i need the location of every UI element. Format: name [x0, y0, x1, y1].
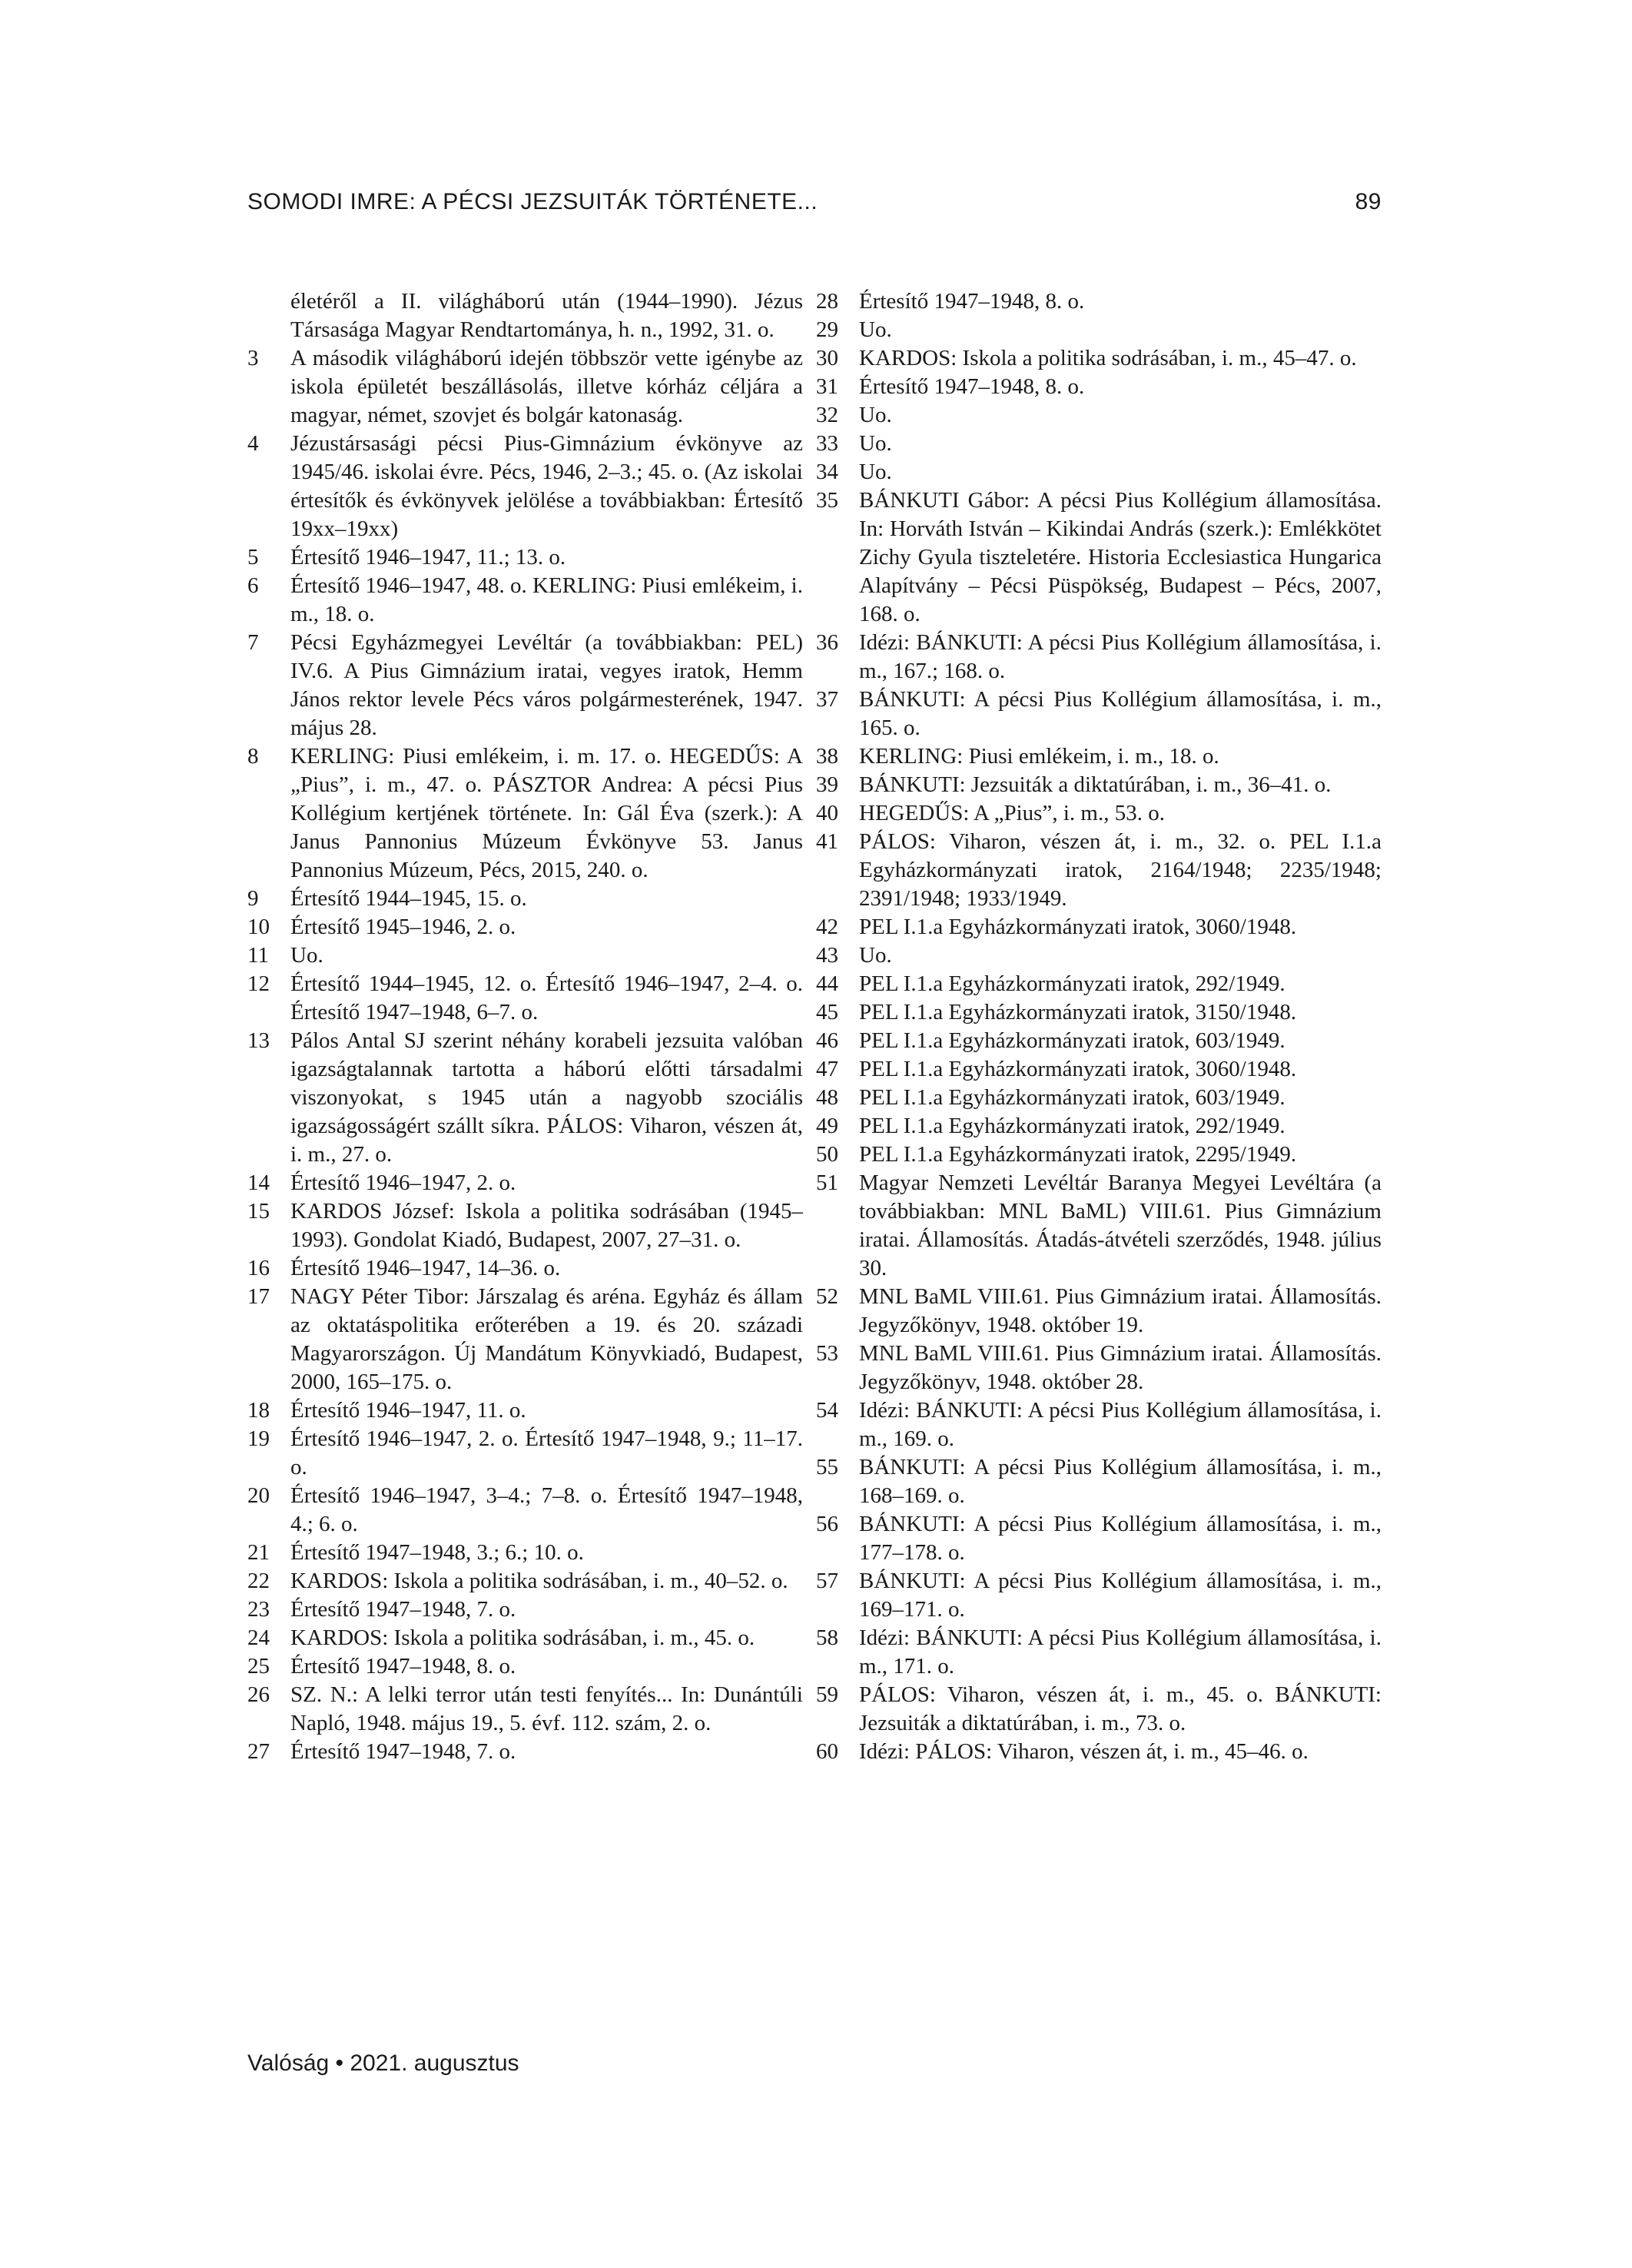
footnote: [247, 344, 803, 430]
footnote-text: Értesítő 1947–1948, 8. o.: [859, 374, 1085, 399]
footnote-text: Uo.: [859, 317, 892, 342]
footnote-number: 8: [247, 744, 259, 769]
footnote: [816, 771, 1382, 799]
footnote-number: 54: [816, 1398, 838, 1423]
footnote-number: 6: [247, 573, 259, 598]
running-head-title: SOMODI IMRE: A PÉCSI JEZSUITÁK TÖRTÉNETE...: [247, 189, 818, 214]
footer-publication: Valóság • 2021. augusztus: [247, 2050, 519, 2076]
footnote: [247, 1482, 803, 1539]
footnote-text: MNL BaML VIII.61. Pius Gimnázium iratai. Államosítás. Jegyzőkönyv, 1948. október 19.: [859, 1284, 1382, 1337]
footnote-number: 31: [816, 374, 838, 399]
footnote-text: Értesítő 1946–1947, 2. o. Értesítő 1947–1948, 9.; 11–17. o.: [290, 1426, 803, 1479]
footnote-number: 40: [816, 801, 838, 825]
footnote-text: BÁNKUTI: Jezsuiták a diktatúrában, i. m., 36–41. o.: [859, 772, 1332, 797]
footnote-text: PÁLOS: Viharon, vészen át, i. m., 45. o. BÁNKUTI: Jezsuiták a diktatúrában, i. m., 73. o.: [859, 1682, 1382, 1735]
footnote-text: BÁNKUTI: A pécsi Pius Kollégium államosítása, i. m., 165. o.: [859, 687, 1382, 740]
footnote-text: Értesítő 1946–1947, 11.; 13. o.: [290, 545, 566, 569]
footnote-number: 15: [247, 1199, 270, 1224]
footnote: [247, 1169, 803, 1197]
footnote-number: 50: [816, 1142, 838, 1167]
footnote: [816, 1567, 1382, 1624]
footnote-text: KERLING: Piusi emlékeim, i. m. 17. o. HEGEDŰS: A „Pius”, i. m., 47. o. PÁSZTOR Andrea: A pécsi Pius Kollégium kertjének története. In: Gál Éva (szerk.): A Janus Pannonius Múzeum Évkönyve 53. Janus Pannonius Múzeum, Pécs, 2015, 240. o.: [290, 744, 803, 882]
footnote: [247, 572, 803, 629]
footnote: [247, 1652, 803, 1681]
footnote-text: Magyar Nemzeti Levéltár Baranya Megyei Levéltára (a továbbiakban: MNL BaML) VIII.61. Pius Gimnázium iratai. Államosítás. Átadás-átvételi szerződés, 1948. július 30.: [859, 1171, 1382, 1280]
footnote-text: MNL BaML VIII.61. Pius Gimnázium iratai. Államosítás. Jegyzőkönyv, 1948. október 28.: [859, 1341, 1382, 1394]
footnote-number: 57: [816, 1569, 838, 1593]
footnote-text: PEL I.1.a Egyházkormányzati iratok, 3060/1948.: [859, 1057, 1297, 1081]
footnote-number: 60: [816, 1739, 838, 1764]
footnote: [816, 401, 1382, 430]
footnote: [816, 1283, 1382, 1340]
footnote-number: 10: [247, 915, 270, 939]
footnote-list-left: [247, 344, 803, 1766]
footnote-text: Értesítő 1945–1946, 2. o.: [290, 915, 516, 939]
footnote-number: 32: [816, 403, 838, 427]
footnote-number: 46: [816, 1028, 838, 1053]
footnote-number: 5: [247, 545, 259, 569]
footnote: [816, 998, 1382, 1027]
footnote-text: Jézustársasági pécsi Pius-Gimnázium évkönyve az 1945/46. iskolai évre. Pécs, 1946, 2–3.; 45. o. (Az iskolai értesítők és évkönyvek jelölése a továbbiakban: Értesítő 19xx–19xx): [290, 431, 803, 541]
footnote-number: 13: [247, 1028, 270, 1053]
footnote-text: PEL I.1.a Egyházkormányzati iratok, 292/1949.: [859, 1114, 1285, 1138]
footnote-number: 37: [816, 687, 838, 712]
footnote-text: NAGY Péter Tibor: Járszalag és aréna. Egyház és állam az oktatáspolitika erőterében a 19. és 20. századi Magyarországon. Új Mandátum Könyvkiadó, Budapest, 2000, 165–175. o.: [290, 1284, 803, 1394]
footnote: [816, 287, 1382, 316]
footnote-text: KARDOS: Iskola a politika sodrásában, i. m., 45–47. o.: [859, 346, 1357, 370]
footnote-text: Értesítő 1947–1948, 7. o.: [290, 1739, 516, 1764]
footnote-text: Uo.: [859, 431, 892, 456]
footnote-number: 45: [816, 1000, 838, 1024]
footnote-text: Idézi: BÁNKUTI: A pécsi Pius Kollégium államosítása, i. m., 167.; 168. o.: [859, 630, 1382, 683]
footnote-text: PEL I.1.a Egyházkormányzati iratok, 603/1949.: [859, 1085, 1285, 1110]
footnote: [247, 629, 803, 742]
footnote-number: 51: [816, 1171, 838, 1195]
footnote-continuation: [247, 287, 803, 344]
footnote-text: Értesítő 1947–1948, 3.; 6.; 10. o.: [290, 1540, 584, 1565]
footnote-number: 47: [816, 1057, 838, 1081]
footnote: [247, 742, 803, 885]
footnote: [247, 1425, 803, 1482]
footnote-number: 38: [816, 744, 838, 769]
footnote-text: PEL I.1.a Egyházkormányzati iratok, 2295/1949.: [859, 1142, 1297, 1167]
footnote: [247, 1396, 803, 1425]
footnote: [816, 686, 1382, 742]
footnote: [816, 1340, 1382, 1396]
footnote-text: Értesítő 1946–1947, 48. o. KERLING: Piusi emlékeim, i. m., 18. o.: [290, 573, 803, 626]
footnote-text: Értesítő 1946–1947, 11. o.: [290, 1398, 526, 1423]
footnote: [247, 885, 803, 913]
footnote-number: 21: [247, 1540, 270, 1565]
footnote: [816, 828, 1382, 913]
footnote: [816, 1169, 1382, 1283]
footnote-text: BÁNKUTI: A pécsi Pius Kollégium államosítása, i. m., 177–178. o.: [859, 1512, 1382, 1565]
footnote: [247, 913, 803, 941]
footnote-number: 41: [816, 829, 838, 854]
footnote-number: 48: [816, 1085, 838, 1110]
footnote-number: 52: [816, 1284, 838, 1309]
footnote-text: Uo.: [859, 943, 892, 968]
footnote-number: 25: [247, 1654, 270, 1679]
footnote-number: 9: [247, 886, 259, 911]
footnote-text: Pécsi Egyházmegyei Levéltár (a továbbiakban: PEL) IV.6. A Pius Gimnázium iratai, vegyes iratok, Hemm János rektor levele Pécs város polgármesterének, 1947. május 28.: [290, 630, 803, 740]
footnote-number: 27: [247, 1739, 270, 1764]
footnote: [816, 799, 1382, 828]
footnote-text: Értesítő 1944–1945, 12. o. Értesítő 1946–1947, 2–4. o. Értesítő 1947–1948, 6–7. o.: [290, 971, 803, 1024]
footnote: [247, 1254, 803, 1283]
footnote: [247, 1283, 803, 1396]
footnote-number: 58: [816, 1625, 838, 1650]
footnote-text: PEL I.1.a Egyházkormányzati iratok, 292/1949.: [859, 971, 1285, 996]
footnote-text: Értesítő 1947–1948, 8. o.: [859, 289, 1085, 314]
footnote-text: A második világháború idején többször vette igénybe az iskola épületét beszállásolás, illetve kórház céljára a magyar, német, szovjet és bolgár katonaság.: [290, 346, 803, 427]
footnote-text: Értesítő 1946–1947, 2. o.: [290, 1171, 516, 1195]
footnote-number: 59: [816, 1682, 838, 1707]
footnote-number: 55: [816, 1455, 838, 1479]
footnote-text: KARDOS József: Iskola a politika sodrásában (1945–1993). Gondolat Kiadó, Budapest, 2007, 27–31. o.: [290, 1199, 803, 1252]
footnote: [816, 344, 1382, 373]
footnote-number: 18: [247, 1398, 270, 1423]
footnote-text: HEGEDŰS: A „Pius”, i. m., 53. o.: [859, 801, 1165, 825]
footnote-number: 7: [247, 630, 259, 655]
footnote-number: 30: [816, 346, 838, 370]
footnote-number: 35: [816, 488, 838, 513]
footnote: [816, 1055, 1382, 1084]
footnote: [247, 1567, 803, 1596]
footnote: [247, 941, 803, 970]
footnote-text: BÁNKUTI: A pécsi Pius Kollégium államosítása, i. m., 169–171. o.: [859, 1569, 1382, 1622]
footnote: [816, 1510, 1382, 1567]
footnote-number: 39: [816, 772, 838, 797]
footnote: [247, 1197, 803, 1254]
running-head: [247, 189, 1382, 220]
footnote-text: Értesítő 1946–1947, 14–36. o.: [290, 1256, 561, 1280]
footnote-number: 49: [816, 1114, 838, 1138]
footnote-text: Pálos Antal SJ szerint néhány korabeli jezsuita valóban igazságtalannak tartotta a háború előtti társadalmi viszonyokat, s 1945 után a nagyobb szociális igazságosságért szállt síkra. PÁLOS: Viharon, vészen át, i. m., 27. o.: [290, 1028, 803, 1167]
page-number: 89: [1355, 189, 1382, 214]
footnote-text: Értesítő 1946–1947, 3–4.; 7–8. o. Értesítő 1947–1948, 4.; 6. o.: [290, 1483, 803, 1536]
footnote: [816, 1396, 1382, 1453]
footnote-text: PÁLOS: Viharon, vészen át, i. m., 32. o. PEL I.1.a Egyházkormányzati iratok, 2164/1948; 2235/1948; 2391/1948; 1933/1949.: [859, 829, 1382, 911]
footnote-number: 34: [816, 460, 838, 484]
footnote-text: Idézi: BÁNKUTI: A pécsi Pius Kollégium államosítása, i. m., 169. o.: [859, 1398, 1382, 1451]
footnote-number: 12: [247, 971, 270, 996]
footnote: [816, 373, 1382, 401]
footnote: [816, 742, 1382, 771]
footnote: [816, 458, 1382, 486]
footnote-number: 33: [816, 431, 838, 456]
footnotes-left-column: [247, 287, 803, 1766]
footnote-text: PEL I.1.a Egyházkormányzati iratok, 603/1949.: [859, 1028, 1285, 1053]
footnote-number: 16: [247, 1256, 270, 1280]
footnote-number: 23: [247, 1597, 270, 1622]
footnote-text: Idézi: PÁLOS: Viharon, vészen át, i. m., 45–46. o.: [859, 1739, 1309, 1764]
footnote-text: BÁNKUTI Gábor: A pécsi Pius Kollégium államosítása. In: Horváth István – Kikindai András (szerk.): Emlékkötet Zichy Gyula tiszteletére. Historia Ecclesiastica Hungarica Alapítvány – Pécsi Püspökség, Budapest – Pécs, 2007, 168. o.: [859, 488, 1382, 626]
footnote-list-right: [816, 287, 1382, 1766]
footnote-text: Idézi: BÁNKUTI: A pécsi Pius Kollégium államosítása, i. m., 171. o.: [859, 1625, 1382, 1679]
footnote-number: 22: [247, 1569, 270, 1593]
footnote: [247, 543, 803, 572]
footnote-number: 44: [816, 971, 838, 996]
footnote-number: 19: [247, 1426, 270, 1451]
footnote-text: SZ. N.: A lelki terror után testi fenyítés... In: Dunántúli Napló, 1948. május 19., 5. évf. 112. szám, 2. o.: [290, 1682, 803, 1735]
footnote: [816, 316, 1382, 344]
footnote-text: Értesítő 1947–1948, 7. o.: [290, 1597, 516, 1622]
footnote: [247, 1027, 803, 1169]
footnote-text: Uo.: [859, 460, 892, 484]
footnote-text: életéről a II. világháború után (1944–1990). Jézus Társasága Magyar Rendtartománya, h. n., 1992, 31. o.: [290, 289, 803, 342]
footnote-number: 17: [247, 1284, 270, 1309]
footnote-number: 4: [247, 431, 259, 456]
footnote: [247, 1539, 803, 1567]
footnote-text: Értesítő 1944–1945, 15. o.: [290, 886, 527, 911]
footnote: [816, 486, 1382, 629]
footnote: [816, 1624, 1382, 1681]
footnote: [247, 1596, 803, 1624]
footnote: [247, 970, 803, 1027]
footnote: [816, 913, 1382, 941]
footnote-text: KARDOS: Iskola a politika sodrásában, i. m., 45. o.: [290, 1625, 755, 1650]
footnote: [816, 629, 1382, 686]
footnote: [816, 1112, 1382, 1141]
footnote-number: 26: [247, 1682, 270, 1707]
footnote-text: PEL I.1.a Egyházkormányzati iratok, 3150/1948.: [859, 1000, 1297, 1024]
footnote: [816, 970, 1382, 998]
footnotes-right-column: [816, 287, 1382, 1766]
footnote-text: Uo.: [859, 403, 892, 427]
footnote: [247, 430, 803, 543]
footnote: [816, 430, 1382, 458]
footnote-text: BÁNKUTI: A pécsi Pius Kollégium államosítása, i. m., 168–169. o.: [859, 1455, 1382, 1508]
footnote: [247, 1738, 803, 1766]
footnote-number: 56: [816, 1512, 838, 1536]
footnote: [816, 941, 1382, 970]
footnote-text: Értesítő 1947–1948, 8. o.: [290, 1654, 516, 1679]
footnote-number: 3: [247, 346, 259, 370]
footnote-number: 29: [816, 317, 838, 342]
footnote-number: 28: [816, 289, 838, 314]
footnote-number: 42: [816, 915, 838, 939]
footnote: [816, 1141, 1382, 1169]
footnote: [816, 1681, 1382, 1738]
footnote: [816, 1084, 1382, 1112]
footnote-number: 14: [247, 1171, 270, 1195]
footnote-text: Uo.: [290, 943, 323, 968]
footnote-number: 43: [816, 943, 838, 968]
footnote: [816, 1453, 1382, 1510]
footnote-number: 20: [247, 1483, 270, 1508]
footnote-number: 36: [816, 630, 838, 655]
footnote-number: 53: [816, 1341, 838, 1366]
footnote-text: KARDOS: Iskola a politika sodrásában, i. m., 40–52. o.: [290, 1569, 788, 1593]
footnote-number: 24: [247, 1625, 270, 1650]
footnote-text: PEL I.1.a Egyházkormányzati iratok, 3060/1948.: [859, 915, 1297, 939]
footnote: [247, 1681, 803, 1738]
footnote: [247, 1624, 803, 1652]
footnote-number: 11: [247, 943, 269, 968]
footnote-text: KERLING: Piusi emlékeim, i. m., 18. o.: [859, 744, 1219, 769]
footnote: [816, 1738, 1382, 1766]
footnote: [816, 1027, 1382, 1055]
